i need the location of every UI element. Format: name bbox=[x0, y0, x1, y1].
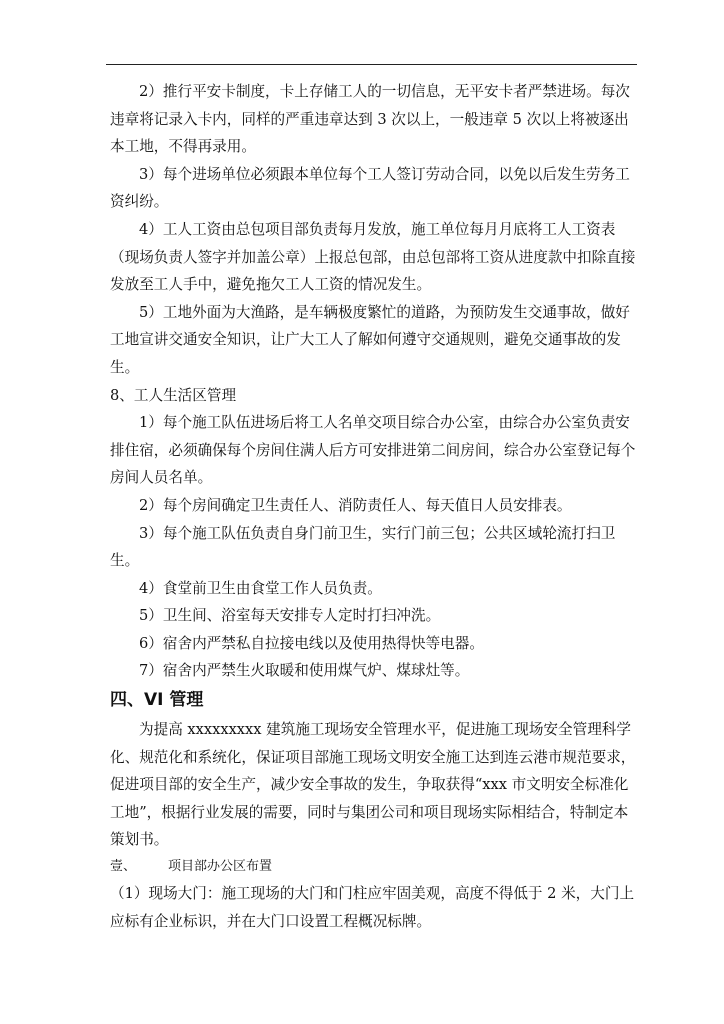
paragraph-electric-ban: 6）宿舍内严禁私自拉接电线以及使用热得快等电器。 bbox=[139, 634, 484, 652]
paragraph-safety-card: 2）推行平安卡制度，卡上存储工人的一切信息，无平安卡者严禁进场。每次违章将记录入卡内，同样的严重违章达到 3 次以上，一般违章 5 次以上将被逐出本工地，不得再录用。 bbox=[110, 83, 630, 156]
section-heading-vi: 四、VI 管理 bbox=[110, 690, 204, 711]
paragraph-bathroom-cleaning: 5）卫生间、浴室每天安排专人定时打扫冲洗。 bbox=[139, 607, 441, 625]
page-content bbox=[110, 78, 638, 935]
subheading-number: 壹、 bbox=[110, 859, 137, 875]
paragraph-wage-payment: 4）工人工资由总包项目部负责每月发放，施工单位每月月底将工人工资表（现场负责人签字并加盖公章）上报总包部，由总包部将工资从进度款中扣除直接发放至工人手中，避免拖欠工人工资的情况发生。 bbox=[110, 220, 636, 294]
header-rule bbox=[106, 64, 637, 65]
section-living-area-title: 8、工人生活区管理 bbox=[110, 386, 237, 404]
paragraph-site-gate: （1）现场大门：施工现场的大门和门柱应牢固美观，高度不得低于 2 米，大门上应标有企业标识，并在大门口设置工程概况标牌。 bbox=[110, 885, 635, 930]
paragraph-fire-ban: 7）宿舍内严禁生火取暖和使用煤气炉、煤球灶等。 bbox=[139, 662, 470, 680]
paragraph-traffic-safety: 5）工地外面为大渔路，是车辆极度繁忙的道路，为预防发生交通事故，做好工地宣讲交通安全知识，让广大工人了解如何遵守交通规则，避免交通事故的发生。 bbox=[110, 303, 630, 376]
paragraph-labor-contract: 3）每个进场单位必须跟本单位每个工人签订劳动合同，以免以后发生劳务工资纠纷。 bbox=[110, 165, 630, 211]
subheading-title: 项目部办公区布置 bbox=[168, 859, 273, 875]
paragraph-vi-intro: 为提高 xxxxxxxxx 建筑施工现场安全管理水平，促进施工现场安全管理科学化、规范化和系统化，保证项目部施工现场文明安全施工达到连云港市规范要求，促进项目部的安全生产，减少安全事故的发生，争取获得“xxx 市文明安全标准化工地”，根据行业发展的需要，同时与集团公司和项目现场实际相结合，特制定本策划书。 bbox=[110, 721, 636, 849]
paragraph-accommodation: 1）每个施工队伍进场后将工人名单交项目综合办公室，由综合办公室负责安排住宿，必须确保每个房间住满人后方可安排进第二间房间，综合办公室登记每个房间人员名单。 bbox=[110, 414, 636, 487]
subheading-office-layout bbox=[110, 854, 638, 880]
paragraph-room-duty: 2）每个房间确定卫生责任人、消防责任人、每天值日人员安排表。 bbox=[139, 496, 572, 514]
paragraph-canteen-hygiene: 4）食堂前卫生由食堂工作人员负责。 bbox=[139, 579, 382, 597]
paragraph-door-hygiene: 3）每个施工队伍负责自身门前卫生，实行门前三包；公共区域轮流打扫卫生。 bbox=[110, 524, 616, 570]
